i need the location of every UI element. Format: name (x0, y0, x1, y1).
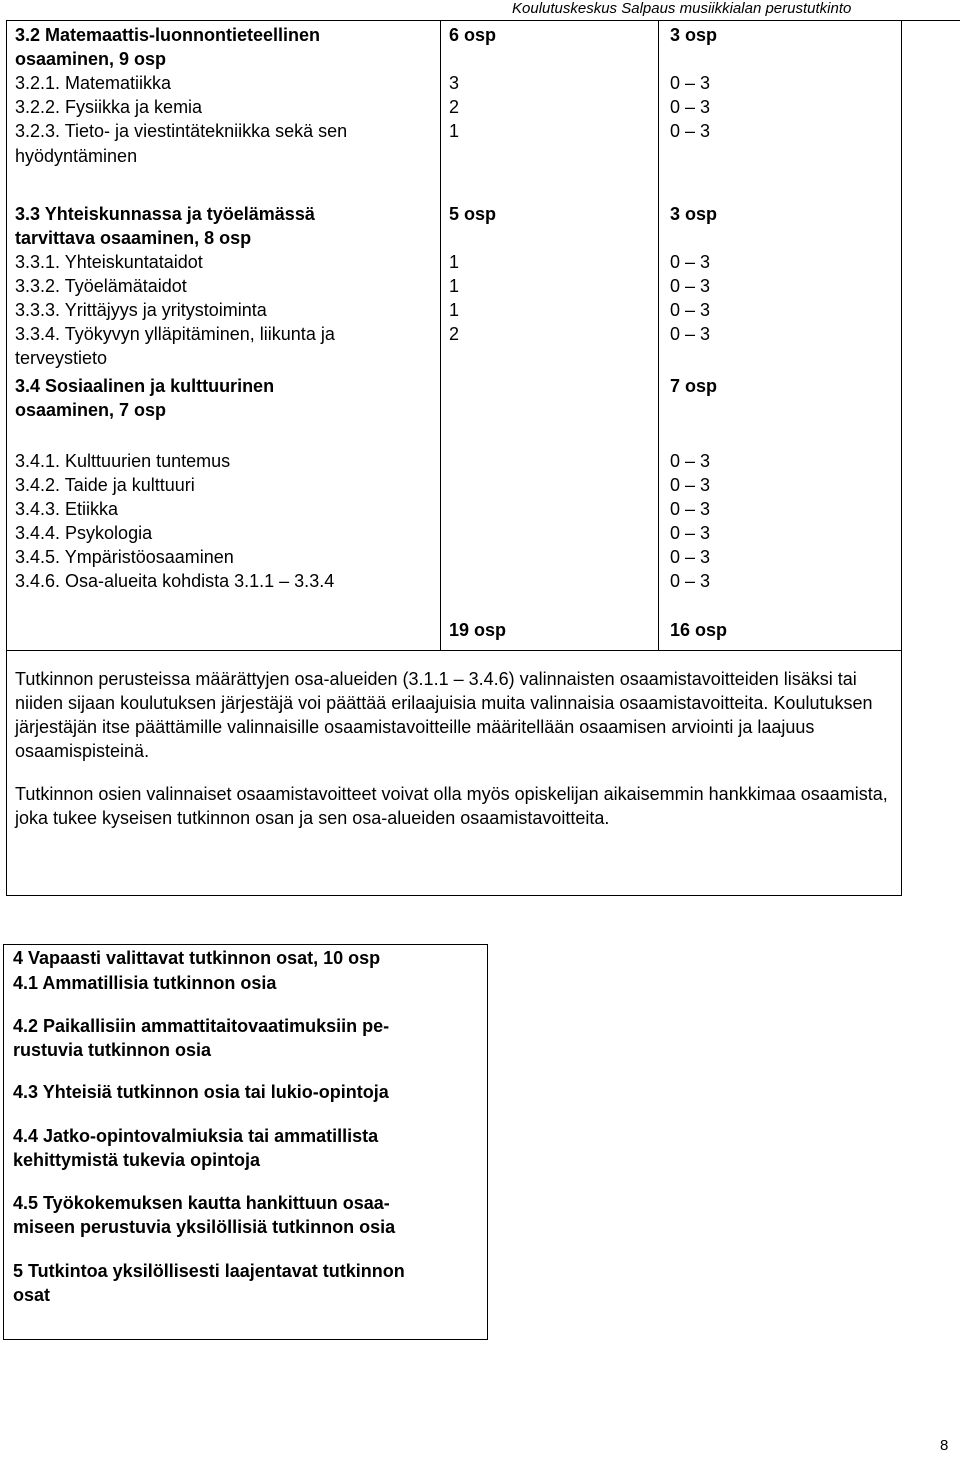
section4-line: 5 Tutkintoa yksilöllisesti laajentavat tutkinnon (13, 1261, 405, 1281)
total-mid: 19 osp (449, 620, 507, 640)
row-right-value: 0 – 3 (670, 547, 711, 567)
row-right-value: 0 – 3 (670, 97, 711, 117)
row-right-value: 0 – 3 (670, 276, 711, 296)
column-divider-1 (440, 20, 441, 650)
row-mid-value: 1 (449, 252, 460, 272)
section4-line: 4 Vapaasti valittavat tutkinnon osat, 10 osp (13, 948, 381, 968)
section4-line: kehittymistä tukevia opintoja (13, 1150, 261, 1170)
row-right-value: 7 osp (670, 376, 718, 396)
row-left-text: 3.2.1. Matematiikka (15, 73, 172, 93)
row-mid-value: 1 (449, 300, 460, 320)
section4-line: 4.3 Yhteisiä tutkinnon osia tai lukio-opintoja (13, 1082, 389, 1102)
row-left-text: 3.2.3. Tieto- ja viestintätekniikka sekä sen (15, 121, 348, 141)
section4-line: 4.4 Jatko-opintovalmiuksia tai ammatillista (13, 1126, 379, 1146)
paragraph-1: Tutkinnon perusteissa määrättyjen osa-alueiden (3.1.1 – 3.4.6) valinnaisten osaamistavoitteiden lisäksi tai niiden sijaan koulutuksen järjestäjä voi päättää erilaajuisia muita valinnaisia osaamistavoitteita. Koulutuksen järjestäjän itse päättämille valinnaisille osaamistavoitteille määritellään osaamisen arviointi ja laajuus osaamispisteinä. (15, 669, 873, 761)
page-number: 8 (940, 1437, 949, 1454)
total-right: 16 osp (670, 620, 728, 640)
row-left-text: hyödyntäminen (15, 146, 138, 166)
row-left-text: terveystieto (15, 348, 108, 368)
row-left-text: 3.3.3. Yrittäjyys ja yritystoiminta (15, 300, 267, 320)
row-right-value: 0 – 3 (670, 324, 711, 344)
row-left-text: 3.4.1. Kulttuurien tuntemus (15, 451, 231, 471)
row-mid-value: 5 osp (449, 204, 497, 224)
row-right-value: 0 – 3 (670, 252, 711, 272)
column-divider-2 (658, 20, 659, 650)
section4-line: miseen perustuvia yksilöllisiä tutkinnon osia (13, 1217, 396, 1237)
row-left-text: tarvittava osaaminen, 8 osp (15, 228, 252, 248)
table-bottom-rule (6, 650, 902, 651)
row-left-text: 3.3.4. Työkyvyn ylläpitäminen, liikunta ja (15, 324, 335, 344)
row-left-text: 3.4.3. Etiikka (15, 499, 119, 519)
row-mid-value: 2 (449, 324, 460, 344)
section4-line: 4.1 Ammatillisia tutkinnon osia (13, 973, 277, 993)
row-left-text: 3.2 Matemaattis-luonnontieteellinen (15, 25, 321, 45)
row-right-value: 0 – 3 (670, 499, 711, 519)
section4-line: 4.5 Työkokemuksen kautta hankittuun osaa- (13, 1193, 390, 1213)
row-right-value: 0 – 3 (670, 451, 711, 471)
row-right-value: 3 osp (670, 25, 718, 45)
row-left-text: 3.4.2. Taide ja kulttuuri (15, 475, 195, 495)
row-left-text: osaaminen, 7 osp (15, 400, 167, 420)
section4-line: rustuvia tutkinnon osia (13, 1040, 212, 1060)
row-left-text: 3.4.4. Psykologia (15, 523, 153, 543)
row-right-value: 0 – 3 (670, 300, 711, 320)
row-mid-value: 6 osp (449, 25, 497, 45)
row-right-value: 0 – 3 (670, 475, 711, 495)
row-mid-value: 3 (449, 73, 460, 93)
row-mid-value: 1 (449, 121, 460, 141)
section4-line: 4.2 Paikallisiin ammattitaitovaatimuksiin pe- (13, 1016, 390, 1036)
paragraph-2: Tutkinnon osien valinnaiset osaamistavoitteet voivat olla myös opiskelijan aikaisemmin hankkimaa osaamista, joka tukee kyseisen tutkinnon osan ja sen osa-alueiden osaamistavoitteita. (15, 784, 888, 828)
row-left-text: 3.4.6. Osa-alueita kohdista 3.1.1 – 3.3.4 (15, 571, 335, 591)
row-right-value: 3 osp (670, 204, 718, 224)
page-header: Koulutuskeskus Salpaus musiikkialan perustutkinto (512, 0, 852, 17)
row-right-value: 0 – 3 (670, 523, 711, 543)
row-right-value: 0 – 3 (670, 121, 711, 141)
row-left-text: 3.3.2. Työelämätaidot (15, 276, 187, 296)
row-mid-value: 1 (449, 276, 460, 296)
row-right-value: 0 – 3 (670, 73, 711, 93)
row-left-text: osaaminen, 9 osp (15, 49, 167, 69)
row-left-text: 3.3.1. Yhteiskuntataidot (15, 252, 203, 272)
section4-line: osat (13, 1285, 51, 1305)
row-left-text: 3.4.5. Ympäristöosaaminen (15, 547, 234, 567)
row-mid-value: 2 (449, 97, 460, 117)
row-left-text: 3.3 Yhteiskunnassa ja työelämässä (15, 204, 315, 224)
row-right-value: 0 – 3 (670, 571, 711, 591)
row-left-text: 3.2.2. Fysiikka ja kemia (15, 97, 203, 117)
row-left-text: 3.4 Sosiaalinen ja kulttuurinen (15, 376, 275, 396)
